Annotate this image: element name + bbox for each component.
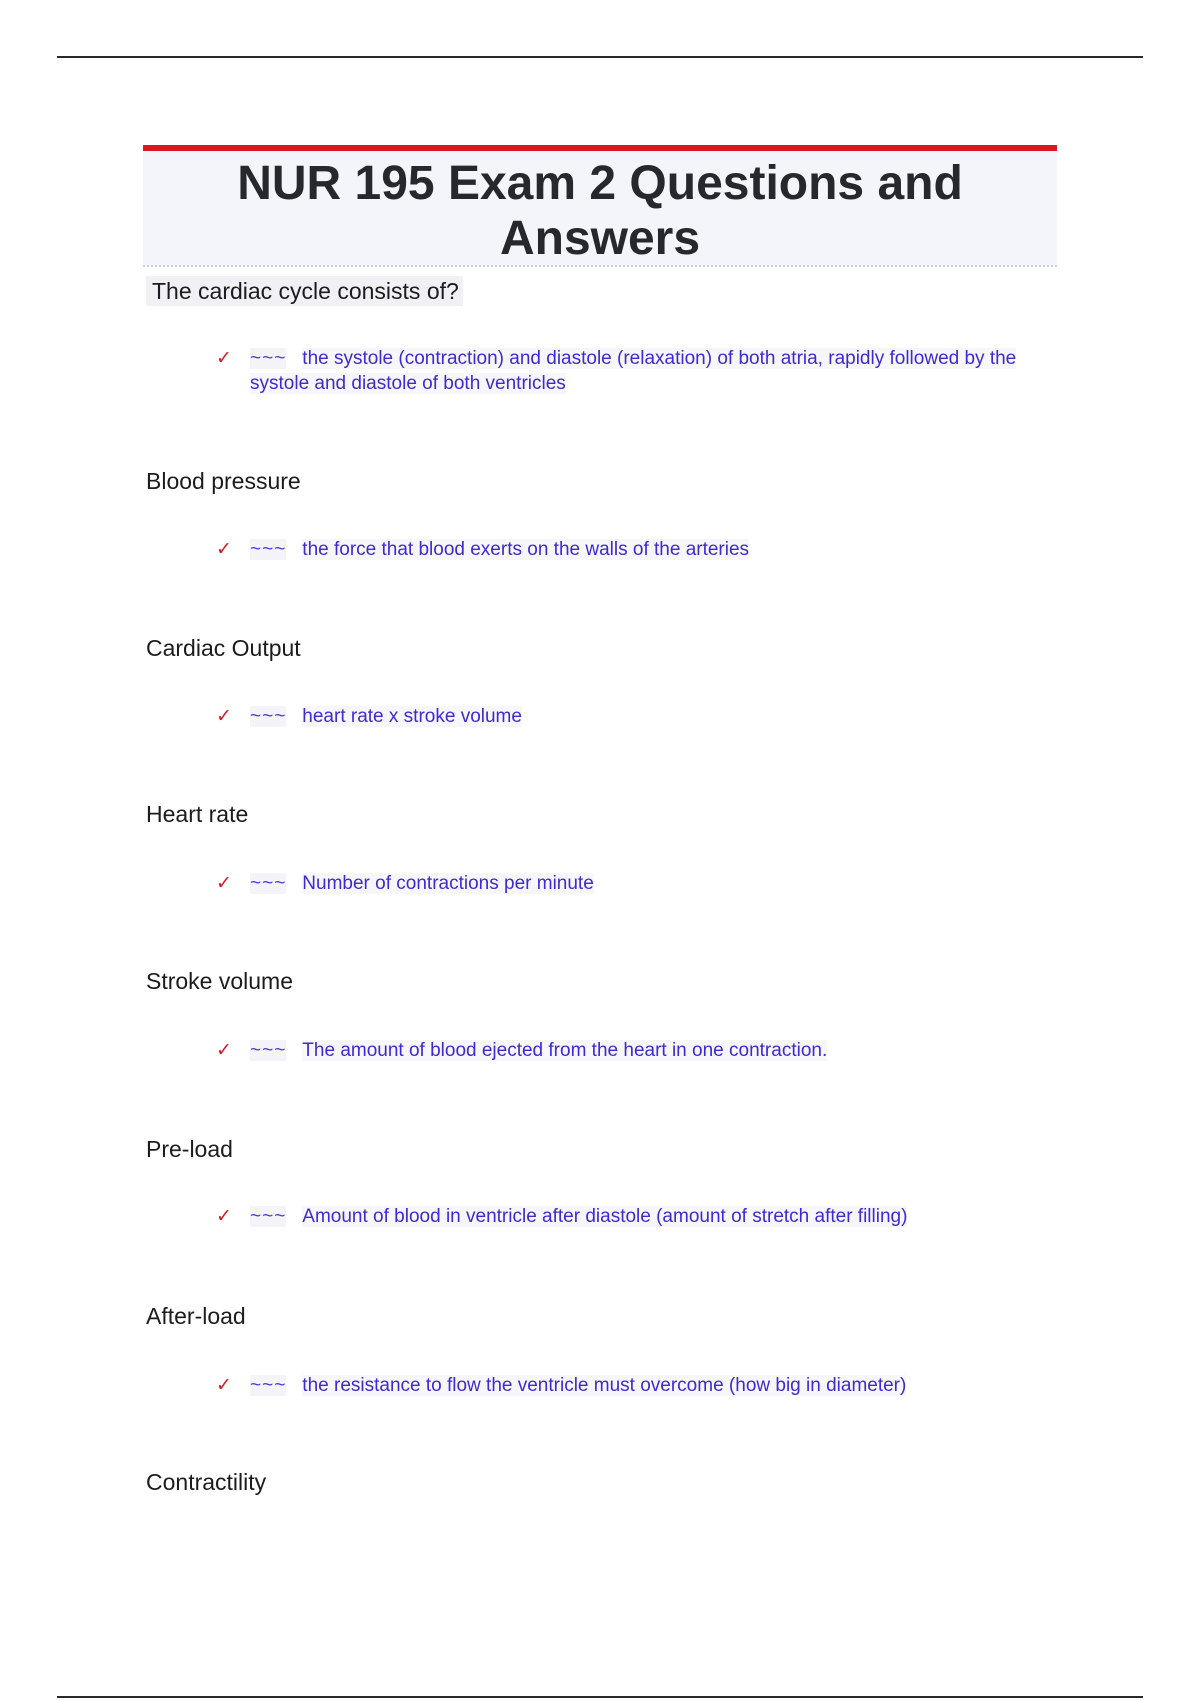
checkmark-icon: ✓ <box>216 539 232 560</box>
question-text: Heart rate <box>146 801 249 827</box>
question-text: Cardiac Output <box>146 635 301 661</box>
page-footer-rule <box>57 1696 1143 1698</box>
question-text: Contractility <box>146 1469 267 1495</box>
answer-text-block <box>250 1373 1040 1398</box>
answer-text-block <box>250 346 1040 396</box>
page-header-rule <box>57 56 1143 58</box>
question-text: Blood pressure <box>146 468 301 494</box>
question-text: After-load <box>146 1303 246 1329</box>
answer-text: The amount of blood ejected from the heart in one contraction. <box>302 1040 828 1061</box>
answer-text: heart rate x stroke volume <box>302 706 522 727</box>
answer-text: the systole (contraction) and diastole (relaxation) of both atria, rapidly followed by the systole and diastole of both ventricles <box>250 348 1017 394</box>
answer-text: Amount of blood in ventricle after diastole (amount of stretch after filling) <box>302 1206 908 1227</box>
answer-marker: ~~~ <box>250 1206 287 1227</box>
answer-text-block <box>250 704 1040 729</box>
checkmark-icon: ✓ <box>216 873 232 894</box>
answer-text-block <box>250 1204 1040 1229</box>
answer-marker: ~~~ <box>250 348 287 369</box>
answer-marker: ~~~ <box>250 873 287 894</box>
answer-text-block <box>250 871 1040 896</box>
answer-marker: ~~~ <box>250 1375 287 1396</box>
question-text: Pre-load <box>146 1136 233 1162</box>
answer-marker: ~~~ <box>250 1040 287 1061</box>
answer-text: the force that blood exerts on the walls of the arteries <box>302 539 750 560</box>
answer-text-block <box>250 1038 1040 1063</box>
answer-marker: ~~~ <box>250 539 287 560</box>
document-title: NUR 195 Exam 2 Questions and Answers <box>237 157 963 265</box>
question-text: The cardiac cycle consists of? <box>146 276 463 306</box>
answer-text: the resistance to flow the ventricle must overcome (how big in diameter) <box>302 1375 907 1396</box>
answer-marker: ~~~ <box>250 706 287 727</box>
answer-text: Number of contractions per minute <box>302 873 594 894</box>
answer-text-block <box>250 537 1040 562</box>
title-banner <box>143 145 1057 265</box>
checkmark-icon: ✓ <box>216 706 232 727</box>
checkmark-icon: ✓ <box>216 348 232 369</box>
checkmark-icon: ✓ <box>216 1375 232 1396</box>
checkmark-icon: ✓ <box>216 1040 232 1061</box>
question-text: Stroke volume <box>146 968 294 994</box>
checkmark-icon: ✓ <box>216 1206 232 1227</box>
